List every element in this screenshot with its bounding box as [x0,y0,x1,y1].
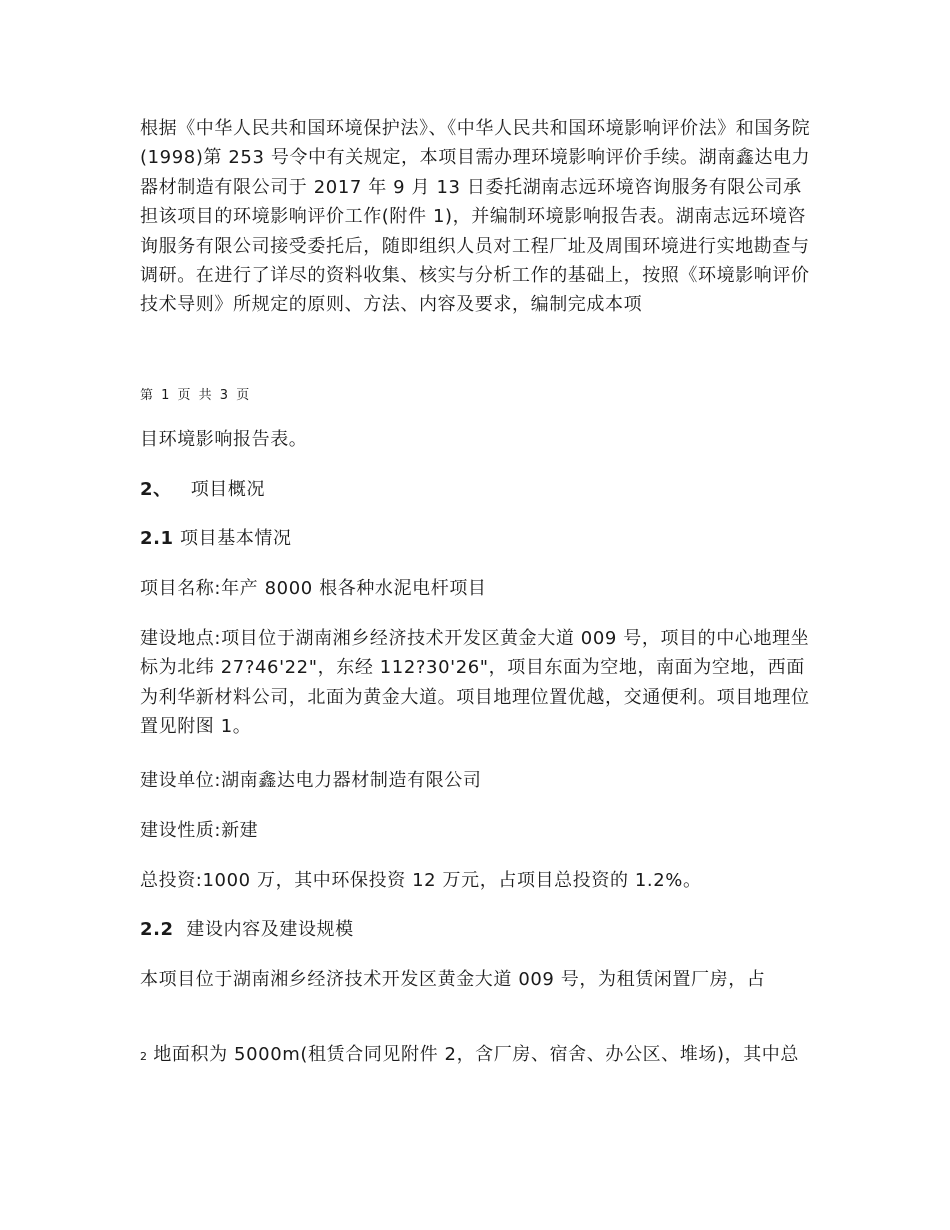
intro-paragraph: 根据《中华人民共和国环境保护法》、《中华人民共和国环境影响评价法》和国务院(1998)第 253 号令中有关规定，本项目需办理环境影响评价手续。湖南鑫达电力器材制造有限公司于 2017 年 9 月 13 日委托湖南志远环境咨询服务有限公司承担该项目的环境影响评价工作(附件 1)，并编制环境影响报告表。湖南志远环境咨询服务有限公司接受委托后，随即组织人员对工程厂址及周围环境进行实地勘查与调研。在进行了详尽的资料收集、核实与分析工作的基础上，按照《环境影响评价技术导则》所规定的原则、方法、内容及要求，编制完成本项 [140,118,811,316]
project-name-line: 项目名称:年产 8000 根各种水泥电杆项目 [140,578,487,599]
page-footer: 第 1 页 共 3 页 [140,388,252,403]
nature-line: 建设性质:新建 [140,820,259,841]
section-title: 建设内容及建设规模 [186,919,354,940]
section-2-1-heading [140,526,292,552]
scale-paragraph: 本项目位于湖南湘乡经济技术开发区黄金大道 009 号，为租赁闲置厂房，占 [140,969,766,990]
area-paragraph [140,1040,820,1071]
section-title: 项目基本情况 [180,528,292,549]
location-paragraph: 建设地点:项目位于湖南湘乡经济技术开发区黄金大道 009 号，项目的中心地理坐标为北纬 27?46'22"，东经 112?30'26"，项目东面为空地，南面为空地，西面为利华新材料公司，北面为黄金大道。项目地理位置优越，交通便利。项目地理位置见附图 1。 [140,628,810,738]
section-number: 2、 [140,479,172,500]
section-2-heading [140,477,265,503]
area-text: 地面积为 5000m(租赁合同见附件 2，含厂房、宿舍、办公区、堆场)，其中总 [153,1044,800,1065]
section-2-2-heading [140,917,354,943]
superscript-2: 2 [140,1050,147,1063]
investment-line: 总投资:1000 万，其中环保投资 12 万元，占项目总投资的 1.2%。 [140,870,702,891]
section-number: 2.2 [140,919,174,940]
section-title: 项目概况 [190,479,266,500]
builder-line: 建设单位:湖南鑫达电力器材制造有限公司 [140,770,482,791]
section-number: 2.1 [140,528,174,549]
continuation-text: 目环境影响报告表。 [140,429,308,450]
